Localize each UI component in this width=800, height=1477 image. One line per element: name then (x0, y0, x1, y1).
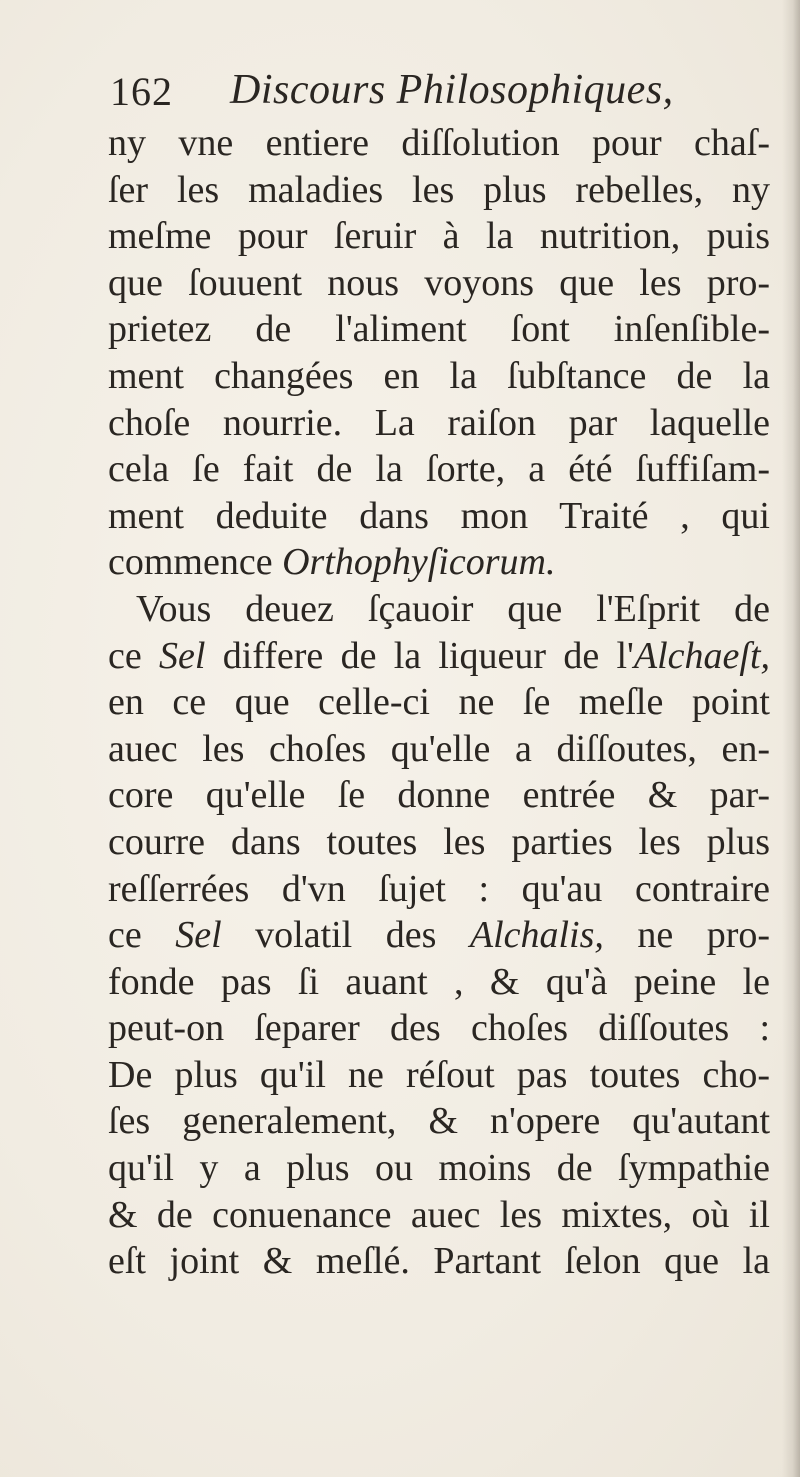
text-line: courre dans toutes les parties les plus (108, 820, 770, 863)
body-text (108, 120, 770, 1285)
text-line: meſme pour ſeruir à la nutrition, puis (108, 215, 770, 258)
text-line: ny vne entiere diſſolution pour chaſ- (108, 122, 770, 164)
text-fragment: commence (108, 541, 273, 584)
text-fragment: differe de la liqueur de l' (222, 634, 634, 677)
italic-term: Sel (159, 634, 206, 677)
text-line: en ce que celle-ci ne ſe meſle point (108, 681, 770, 724)
text-line: peut-on ſeparer des choſes diſſoutes : (108, 1007, 770, 1050)
text-line: Vous deuez ſçauoir que l'Eſprit de (136, 587, 770, 630)
text-line: auec les choſes qu'elle a diſſoutes, en- (108, 727, 770, 770)
text-line: cela ſe fait de la ſorte, a été ſuffiſam- (108, 448, 770, 491)
text-fragment: ce (108, 634, 142, 677)
page-number: 162 (110, 69, 173, 114)
text-line: ment changées en la ſubſtance de la (108, 354, 770, 397)
text-line: & de conuenance auec les mixtes, où il (108, 1193, 770, 1236)
running-head: Discours Philosophiques, (230, 67, 674, 113)
text-line: eſt joint & meſlé. Partant ſelon que la (108, 1240, 770, 1283)
text-fragment: ne pro- (637, 914, 771, 957)
text-line: que ſouuent nous voyons que les pro- (108, 261, 770, 304)
text-line: prietez de l'aliment ſont inſenſible- (108, 308, 770, 351)
text-line: ſer les maladies les plus rebelles, ny (108, 168, 770, 211)
italic-title: Orthophyſicorum. (282, 541, 556, 584)
italic-term: Sel (175, 914, 222, 957)
text-line: De plus qu'il ne réſout pas toutes cho- (108, 1053, 770, 1096)
italic-term: Alchalis, (469, 914, 604, 957)
text-line (108, 633, 770, 680)
text-line (108, 539, 770, 586)
text-line: ſes generalement, & n'opere qu'autant (108, 1100, 770, 1143)
page-edge-shadow (782, 0, 800, 1477)
text-line: reſſerrées d'vn ſujet : qu'au contraire (108, 867, 770, 910)
text-line: core qu'elle ſe donne entrée & par- (108, 774, 770, 817)
text-fragment: volatil des (255, 914, 437, 957)
page-header (110, 62, 674, 118)
text-line (108, 912, 770, 959)
text-line: fonde pas ſi auant , & qu'à peine le (108, 960, 770, 1003)
italic-term: Alchaeſt, (633, 634, 771, 677)
text-line: qu'il y a plus ou moins de ſympathie (108, 1147, 770, 1190)
text-line: ment deduite dans mon Traité , qui (108, 494, 770, 537)
text-line: choſe nourrie. La raiſon par laquelle (108, 401, 770, 444)
text-fragment: ce (108, 914, 142, 957)
